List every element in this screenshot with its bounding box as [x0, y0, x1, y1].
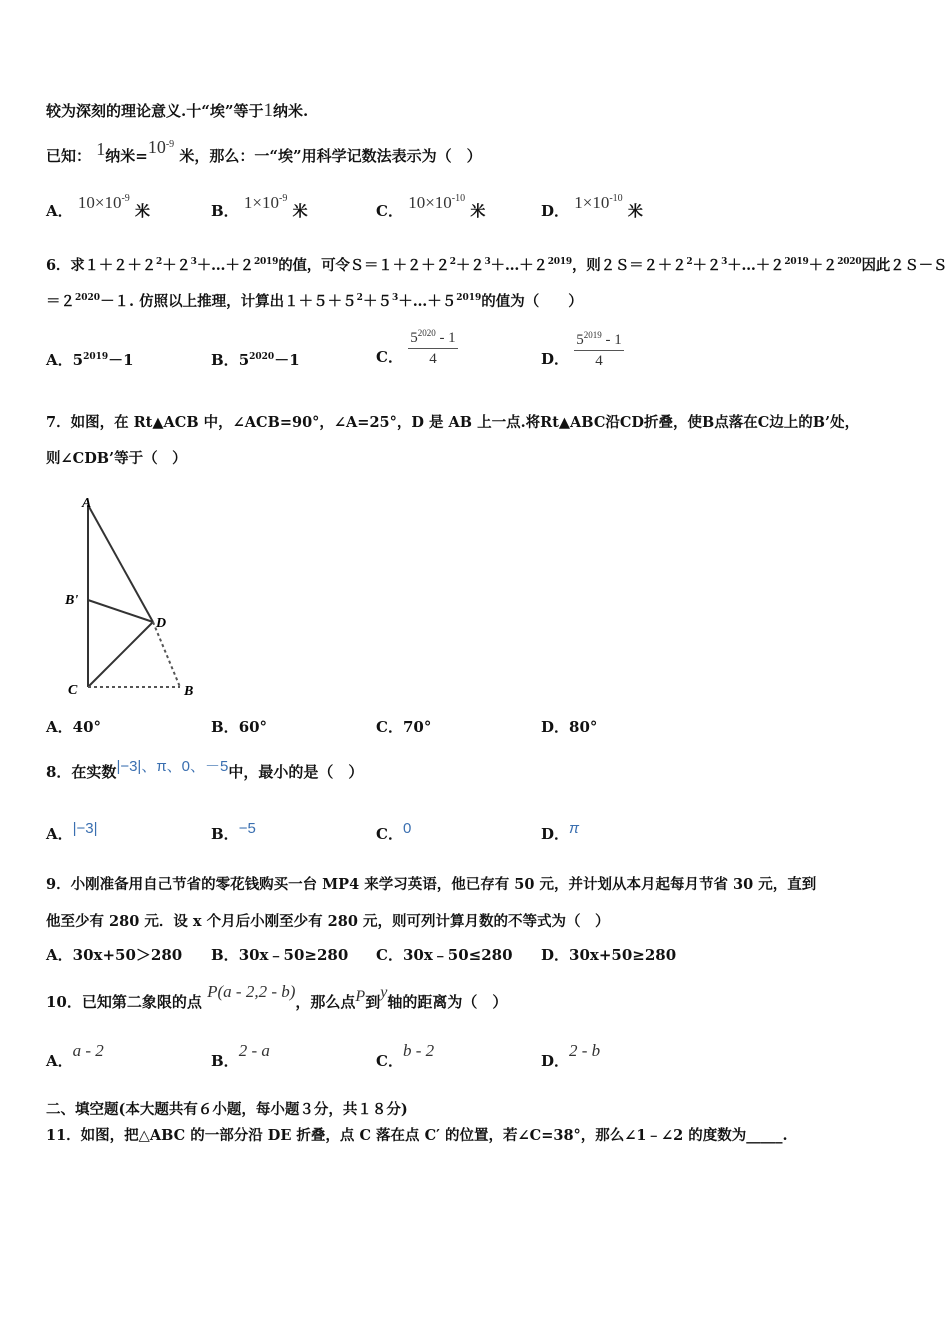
q8-question: 8．在实数|−3|、π、0、－5中，最小的是（ ）	[46, 758, 364, 781]
q6-line-2: $=2^{2020}-1$. 仿照以上推理，计算出$1+5+5^2+5^3+\dots+5^{2019}$的值为（ ）	[46, 293, 583, 310]
q7-label-d: D	[156, 616, 167, 631]
q8-option-c[interactable]: C．0	[376, 820, 412, 843]
q6-option-a[interactable]: A．$5^{2019}-1$	[46, 351, 134, 369]
q6-c-fraction: $\frac{5^{2020} - 1}{4}$	[410, 328, 456, 367]
q9-line-2: 他至少有 280 元．设 x 个月后小刚至少有 280 元，则可列计算月数的不等式为（ ）	[46, 913, 610, 930]
q10-question: 10．已知第二象限的点 P(a - 2,2 - b)，那么点P到y轴的距离为（ ）	[46, 982, 508, 1011]
q7-option-b[interactable]: B．60°	[211, 718, 268, 736]
q5-option-b[interactable]: B． $1\times 10^{-9}$ 米	[211, 193, 308, 220]
q6-d-fraction: $\frac{5^{2019} - 1}{4}$	[576, 330, 622, 369]
q7-option-c[interactable]: C．70°	[376, 718, 432, 736]
q6-option-b[interactable]: B．$5^{2020}-1$	[211, 351, 300, 369]
q6-option-d[interactable]: D． $\frac{5^{2019} - 1}{4}$	[541, 330, 622, 369]
q7-triangle-figure	[60, 490, 210, 700]
q6-option-c[interactable]: C． $\frac{5^{2020} - 1}{4}$	[376, 328, 456, 367]
q5-question: 已知： 1纳米$=10^{-9}$ 米，那么：一“埃”用科学记数法表示为（ ）	[46, 137, 482, 165]
q6-line-1: 6．求$1+2+2^2+2^3+\dots+2^{2019}$的值，可令$S=1+2+2^2+2^3+\dots+2^{2019}$，则$2S=2+2^2+2^3+\dots+2^{2019}+2^{2020}$因此２Ｓ－Ｓ	[46, 257, 948, 274]
q9-option-b[interactable]: B．30x﹣50≥280	[211, 946, 349, 964]
q5-option-d[interactable]: D． $1\times 10^{-10}$ 米	[541, 193, 643, 220]
q7-label-bp: B'	[65, 593, 79, 608]
q7-edge-cd	[88, 622, 153, 687]
q7-label-c: C	[68, 683, 78, 698]
q10-option-c[interactable]: C．b - 2	[376, 1041, 435, 1070]
q7-option-d[interactable]: D．80°	[541, 718, 598, 736]
q7-line-2: 则∠CDB’等于（ ）	[46, 450, 187, 467]
q8-option-d[interactable]: D．π	[541, 820, 580, 843]
q7-line-1: 7．如图，在 Rt▲ACB 中，∠ACB=90°，∠A=25°，D 是 AB 上一点.将Rt▲ABC沿CD折叠，使B点落在C边上的B’处，	[46, 414, 860, 431]
q7-option-a[interactable]: A．40°	[46, 718, 102, 736]
q10-option-a[interactable]: A．a - 2	[46, 1041, 104, 1070]
q5-option-c[interactable]: C． $10\times 10^{-10}$ 米	[376, 193, 486, 220]
q9-line-1: 9．小刚准备用自己节省的零花钱购买一台 MP4 来学习英语，他已存有 50 元，并计划从本月起每月节省 30 元，直到	[46, 876, 817, 893]
q7-edge-ad	[88, 505, 153, 622]
q8-option-b[interactable]: B．−5	[211, 820, 256, 843]
q10-option-d[interactable]: D．2 - b	[541, 1041, 601, 1070]
q5-intro-line: 较为深刻的理论意义.十“埃”等于1纳米.	[46, 100, 309, 121]
q9-option-c[interactable]: C．30x﹣50≤280	[376, 946, 513, 964]
q9-option-a[interactable]: A．30x+50＞280	[46, 946, 183, 964]
q9-option-d[interactable]: D．30x+50≥280	[541, 946, 677, 964]
q11-question: 11．如图，把△ABC 的一部分沿 DE 折叠，点 C 落在点 C′ 的位置，若∠C=38°，那么∠1﹣∠2 的度数为_____.	[46, 1127, 788, 1144]
q5-option-a[interactable]: A． $10\times 10^{-9}$ 米	[46, 193, 151, 220]
q7-label-a: A	[82, 496, 92, 511]
q7-edge-db	[153, 622, 180, 687]
section-2-heading: 二、填空题(本大题共有６小题，每小题３分，共１８分)	[46, 1101, 408, 1118]
q8-option-a[interactable]: A．|−3|	[46, 820, 98, 843]
q7-label-b: B	[184, 684, 194, 699]
q10-option-b[interactable]: B．2 - a	[211, 1041, 270, 1070]
